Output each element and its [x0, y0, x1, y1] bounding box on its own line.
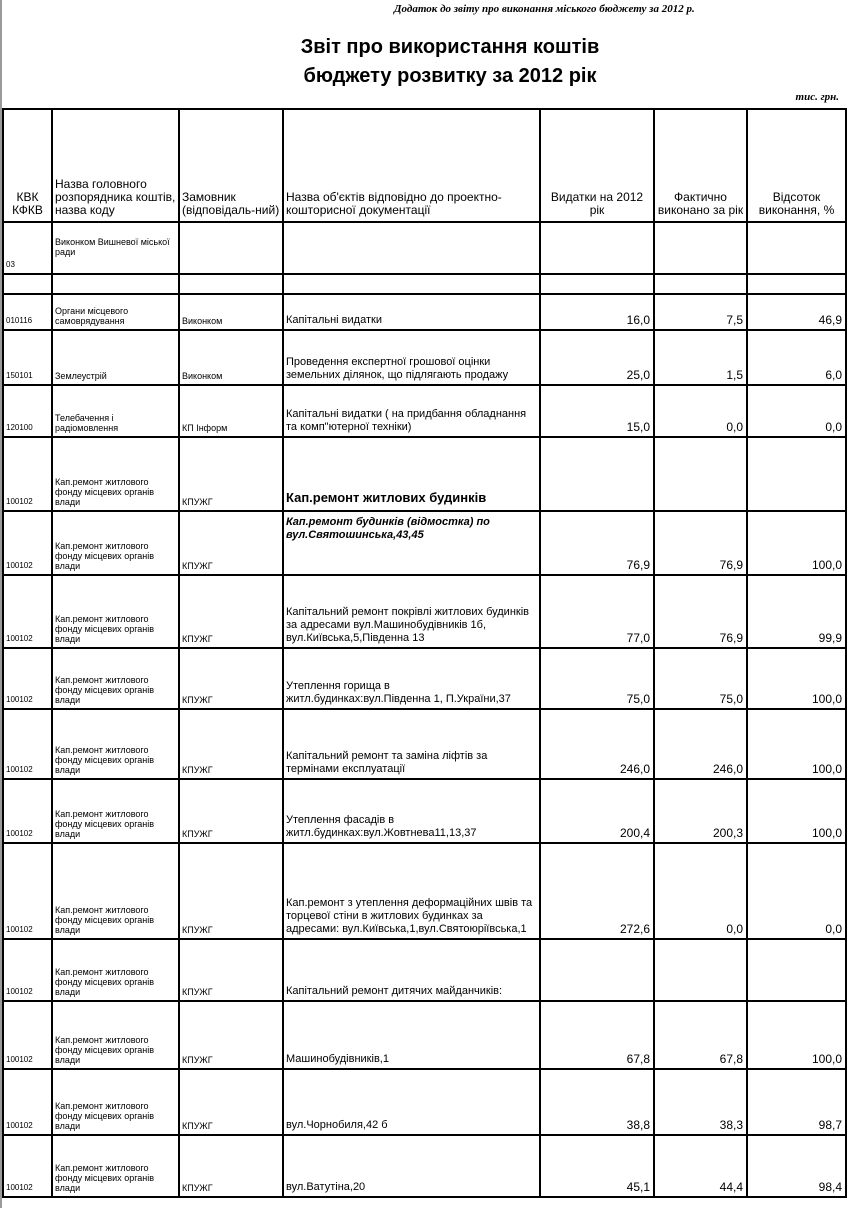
cell-manager: Телебачення і радіомовлення	[52, 385, 179, 437]
cell-actual	[654, 437, 747, 511]
cell-code: 03	[3, 222, 52, 274]
cell-object: Кап.ремонт з утеплення деформаційних швів та торцевої стіни в житлових будинках за адресами: вул.Київська,1,вул.Святоюріївська,1	[283, 843, 540, 939]
cell-planned	[540, 222, 654, 274]
cell-customer	[179, 274, 283, 294]
cell-manager: Кап.ремонт житлового фонду місцевих органів влади	[52, 709, 179, 779]
cell-actual: 0,0	[654, 385, 747, 437]
cell-planned: 75,0	[540, 648, 654, 709]
cell-manager: Органи місцевого самоврядування	[52, 294, 179, 330]
cell-planned: 246,0	[540, 709, 654, 779]
cell-object: Утеплення горища в житл.будинках:вул.Південна 1, П.України,37	[283, 648, 540, 709]
cell-customer: КПУЖГ	[179, 1001, 283, 1069]
cell-percent	[747, 437, 846, 511]
cell-customer: КПУЖГ	[179, 437, 283, 511]
header-row	[3, 109, 846, 222]
units-label: тис. грн.	[795, 91, 839, 103]
cell-object	[283, 222, 540, 274]
cell-code: 100102	[3, 575, 52, 648]
cell-percent: 100,0	[747, 648, 846, 709]
cell-customer: КПУЖГ	[179, 779, 283, 843]
header-objects: Назва об'єктів відповідно до проектно-кошторисної документації	[283, 109, 540, 222]
cell-planned: 200,4	[540, 779, 654, 843]
table-row	[3, 274, 846, 294]
table-row	[3, 385, 846, 437]
cell-code: 100102	[3, 709, 52, 779]
cell-manager: Кап.ремонт житлового фонду місцевих органів влади	[52, 437, 179, 511]
cell-object: Проведення експертної грошової оцінки земельних ділянок, що підлягають продажу	[283, 330, 540, 385]
table-row	[3, 511, 846, 575]
cell-percent: 100,0	[747, 1001, 846, 1069]
cell-manager: Кап.ремонт житлового фонду місцевих органів влади	[52, 939, 179, 1001]
cell-actual: 76,9	[654, 511, 747, 575]
cell-manager: Кап.ремонт житлового фонду місцевих органів влади	[52, 575, 179, 648]
table-row	[3, 779, 846, 843]
cell-actual	[654, 939, 747, 1001]
cell-manager: Виконком Вишневої міської ради	[52, 222, 179, 274]
cell-customer	[179, 222, 283, 274]
cell-customer: КПУЖГ	[179, 1069, 283, 1135]
header-customer: Замовник (відповідаль-ний)	[179, 109, 283, 222]
table-row	[3, 1135, 846, 1197]
cell-planned: 25,0	[540, 330, 654, 385]
cell-planned: 16,0	[540, 294, 654, 330]
report-title-line-1: Звіт про використання коштів	[300, 36, 600, 58]
cell-code	[3, 274, 52, 294]
cell-actual	[654, 274, 747, 294]
cell-code: 100102	[3, 1135, 52, 1197]
header-manager: Назва головного розпорядника коштів, назва коду	[52, 109, 179, 222]
cell-code: 100102	[3, 648, 52, 709]
cell-percent: 6,0	[747, 330, 846, 385]
cell-actual: 76,9	[654, 575, 747, 648]
table-row	[3, 330, 846, 385]
table-row	[3, 294, 846, 330]
cell-percent: 100,0	[747, 709, 846, 779]
cell-code: 100102	[3, 779, 52, 843]
cell-manager: Кап.ремонт житлового фонду місцевих органів влади	[52, 1001, 179, 1069]
header-actual: Фактично виконано за рік	[654, 109, 747, 222]
cell-percent: 46,9	[747, 294, 846, 330]
cell-code: 120100	[3, 385, 52, 437]
cell-actual: 75,0	[654, 648, 747, 709]
cell-code: 100102	[3, 843, 52, 939]
cell-code: 150101	[3, 330, 52, 385]
cell-customer: КП Інформ	[179, 385, 283, 437]
cell-actual: 7,5	[654, 294, 747, 330]
cell-object	[283, 274, 540, 294]
cell-percent: 100,0	[747, 779, 846, 843]
cell-customer: КПУЖГ	[179, 709, 283, 779]
cell-object: Капітальний ремонт та заміна ліфтів за термінами експлуатації	[283, 709, 540, 779]
cell-manager: Кап.ремонт житлового фонду місцевих органів влади	[52, 1069, 179, 1135]
table-row	[3, 709, 846, 779]
header-percent: Відсоток виконання, %	[747, 109, 846, 222]
cell-object: Капітальні видатки	[283, 294, 540, 330]
cell-percent: 0,0	[747, 843, 846, 939]
cell-actual: 38,3	[654, 1069, 747, 1135]
header-planned: Видатки на 2012 рік	[540, 109, 654, 222]
cell-object: Утеплення фасадів в житл.будинках:вул.Жовтнева11,13,37	[283, 779, 540, 843]
table-row	[3, 939, 846, 1001]
cell-customer: КПУЖГ	[179, 575, 283, 648]
cell-customer: Виконком	[179, 330, 283, 385]
cell-object: Кап.ремонт житлових будинків	[283, 437, 540, 511]
cell-planned: 76,9	[540, 511, 654, 575]
table-row	[3, 1069, 846, 1135]
cell-planned	[540, 939, 654, 1001]
cell-object: вул.Чорнобиля,42 б	[283, 1069, 540, 1135]
cell-actual: 67,8	[654, 1001, 747, 1069]
cell-customer: КПУЖГ	[179, 843, 283, 939]
cell-planned: 45,1	[540, 1135, 654, 1197]
cell-object: Кап.ремонт будинків (відмостка) по вул.Святошинська,43,45	[283, 511, 540, 575]
cell-object: Машинобудівників,1	[283, 1001, 540, 1069]
budget-table	[2, 108, 847, 1198]
cell-planned	[540, 437, 654, 511]
cell-customer: КПУЖГ	[179, 648, 283, 709]
cell-code: 100102	[3, 1001, 52, 1069]
cell-percent	[747, 222, 846, 274]
cell-manager: Кап.ремонт житлового фонду місцевих органів влади	[52, 843, 179, 939]
table-row	[3, 437, 846, 511]
cell-manager: Кап.ремонт житлового фонду місцевих органів влади	[52, 1135, 179, 1197]
cell-planned: 38,8	[540, 1069, 654, 1135]
cell-customer: КПУЖГ	[179, 511, 283, 575]
cell-manager: Кап.ремонт житлового фонду місцевих органів влади	[52, 511, 179, 575]
cell-actual: 200,3	[654, 779, 747, 843]
cell-percent: 100,0	[747, 511, 846, 575]
cell-actual	[654, 222, 747, 274]
cell-code: 010116	[3, 294, 52, 330]
table-row	[3, 648, 846, 709]
cell-planned: 77,0	[540, 575, 654, 648]
cell-object: Капітальні видатки ( на придбання обладнання та комп"ютерної техніки)	[283, 385, 540, 437]
cell-customer: КПУЖГ	[179, 1135, 283, 1197]
cell-manager: Кап.ремонт житлового фонду місцевих органів влади	[52, 648, 179, 709]
cell-code: 100102	[3, 511, 52, 575]
annex-note: Додаток до звіту про виконання міського бюджету за 2012 р.	[394, 3, 695, 15]
report-title-line-2: бюджету розвитку за 2012 рік	[303, 65, 597, 87]
cell-object: вул.Ватутіна,20	[283, 1135, 540, 1197]
cell-planned: 272,6	[540, 843, 654, 939]
cell-object: Капітальний ремонт дитячих майданчиків:	[283, 939, 540, 1001]
cell-actual: 0,0	[654, 843, 747, 939]
cell-percent	[747, 939, 846, 1001]
table-row	[3, 843, 846, 939]
cell-object: Капітальний ремонт покрівлі житлових будинків за адресами вул.Машинобудівників 1б, вул.Київська,5,Південна 13	[283, 575, 540, 648]
cell-code: 100102	[3, 437, 52, 511]
header-kvk: КВК КФКВ	[3, 109, 52, 222]
cell-planned: 15,0	[540, 385, 654, 437]
cell-manager: Кап.ремонт житлового фонду місцевих органів влади	[52, 779, 179, 843]
cell-percent: 99,9	[747, 575, 846, 648]
cell-manager	[52, 274, 179, 294]
table-row	[3, 1001, 846, 1069]
cell-percent	[747, 274, 846, 294]
cell-code: 100102	[3, 939, 52, 1001]
table-row	[3, 222, 846, 274]
cell-percent: 98,7	[747, 1069, 846, 1135]
cell-actual: 44,4	[654, 1135, 747, 1197]
cell-customer: КПУЖГ	[179, 939, 283, 1001]
cell-percent: 0,0	[747, 385, 846, 437]
table-row	[3, 575, 846, 648]
cell-percent: 98,4	[747, 1135, 846, 1197]
cell-code: 100102	[3, 1069, 52, 1135]
cell-manager: Землеустрій	[52, 330, 179, 385]
cell-actual: 246,0	[654, 709, 747, 779]
cell-planned	[540, 274, 654, 294]
cell-planned: 67,8	[540, 1001, 654, 1069]
cell-customer: Виконком	[179, 294, 283, 330]
cell-actual: 1,5	[654, 330, 747, 385]
